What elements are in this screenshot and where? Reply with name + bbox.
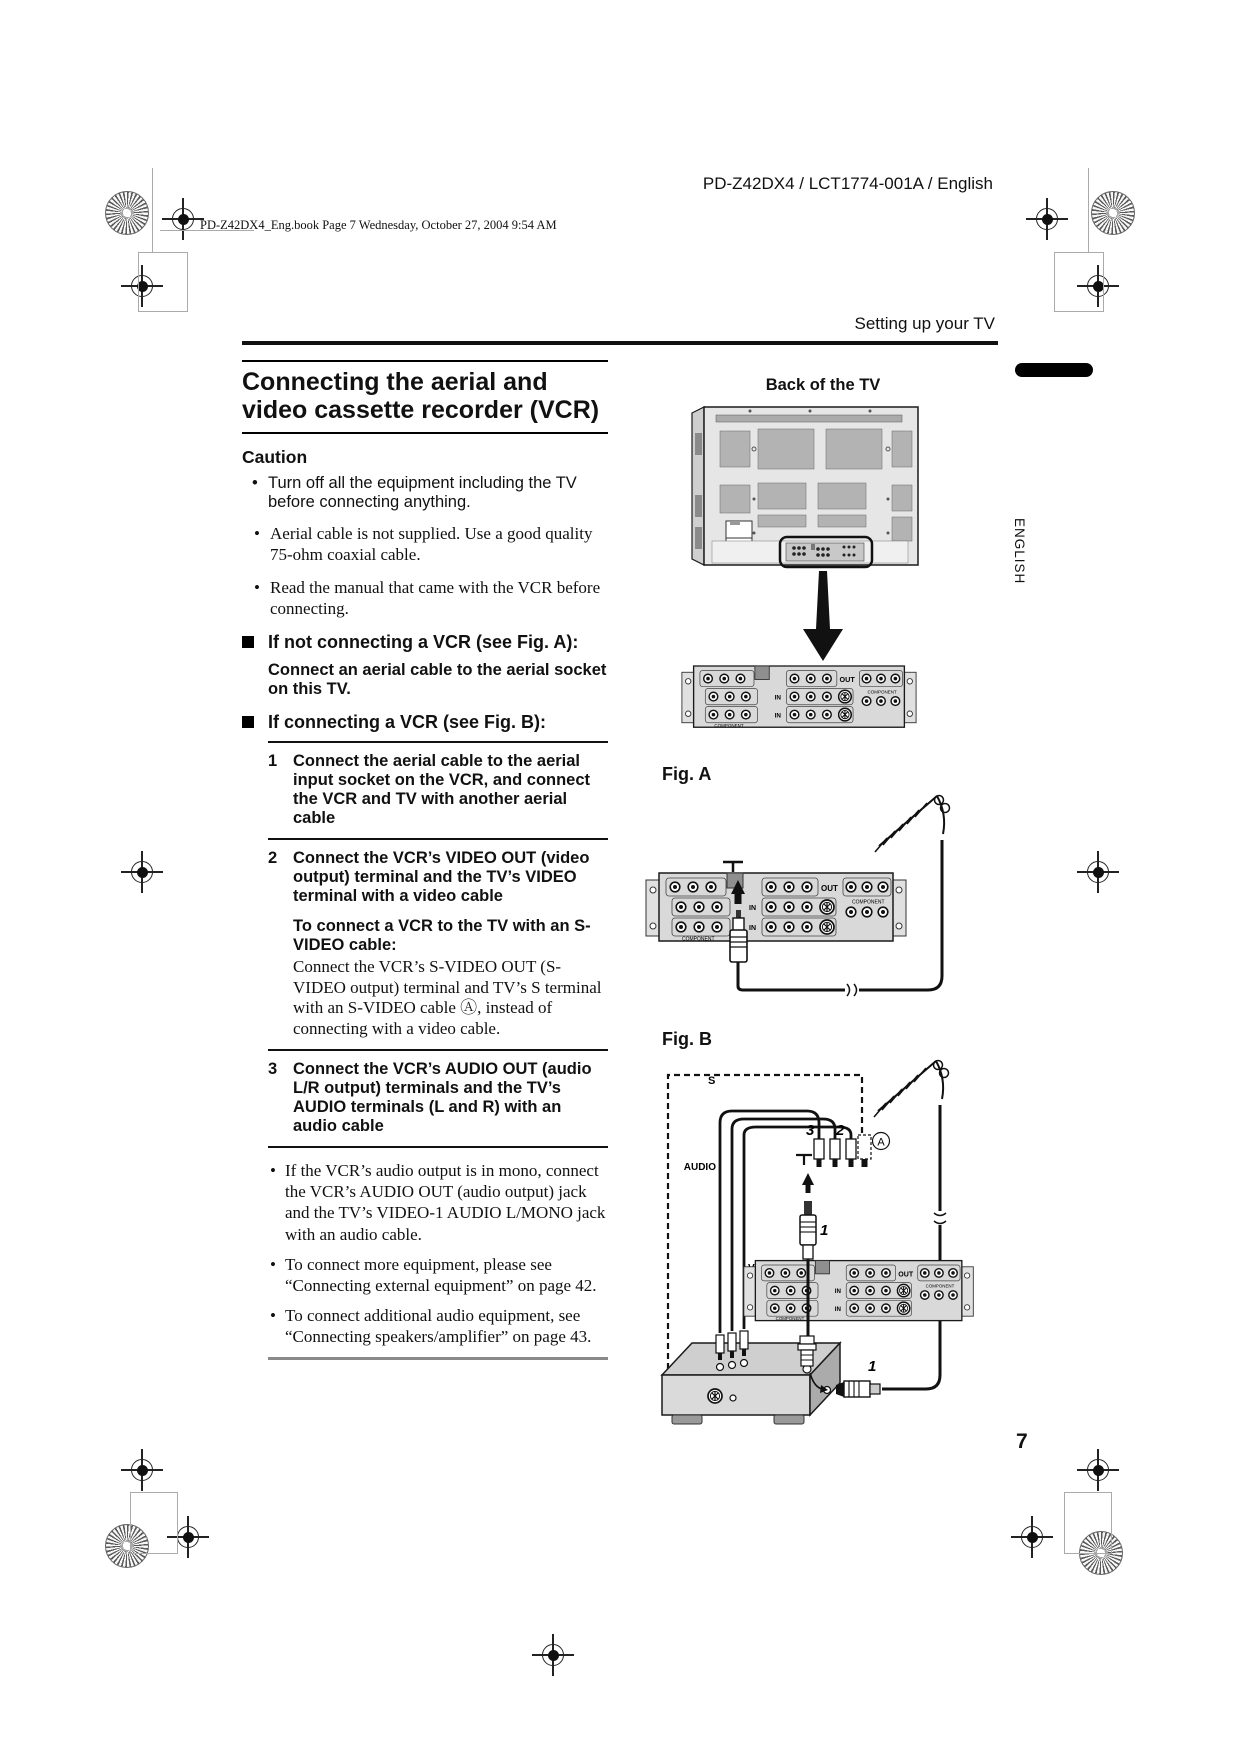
fig-a-label: Fig. A (662, 764, 712, 784)
caution-note-text: Aerial cable is not supplied. Use a good quality 75-ohm coaxial cable. (270, 524, 593, 564)
notes-list (268, 1160, 608, 1348)
registration-mark (1084, 1456, 1112, 1484)
cable-break-icon (934, 1213, 946, 1224)
bullet-icon: • (252, 474, 258, 492)
aerial-socket-marker (796, 1155, 812, 1165)
fig-b-label: Fig. B (662, 1029, 712, 1049)
aerial-plug (800, 1201, 816, 1259)
caution-bullet (242, 474, 608, 512)
aerial-socket-marker (723, 862, 743, 872)
rca-plug (814, 1139, 856, 1167)
rca-plug (716, 1331, 748, 1360)
tv-rear-illustration (690, 403, 922, 571)
down-arrow-icon (797, 571, 849, 663)
step-row (268, 1049, 608, 1146)
registration-mark (169, 205, 197, 233)
registration-mark (1091, 191, 1135, 235)
print-info: PD-Z42DX4_Eng.book Page 7 Wednesday, October 27, 2004 9:54 AM (200, 218, 557, 232)
plug-1-label: 1 (820, 1222, 829, 1239)
aerial-antenna-icon (874, 1061, 949, 1118)
caution-note-text: Read the manual that came with the VCR before connecting. (270, 578, 601, 618)
registration-frame (152, 168, 153, 252)
document-id: PD-Z42DX4 / LCT1774-001A / English (702, 174, 993, 193)
step-text: Connect the aerial cable to the aerial input socket on the VCR, and connect the VCR and TV with another aerial cable (293, 752, 591, 827)
step-number: 3 (268, 1060, 278, 1078)
step-row (268, 741, 608, 838)
bullet-icon: • (254, 524, 260, 543)
s-video-plug-dashed (858, 1135, 871, 1167)
note-item (268, 1160, 608, 1245)
s-cable-label: S (708, 1075, 716, 1087)
header-rule (242, 341, 998, 345)
aerial-plug (730, 910, 747, 962)
registration-mark (539, 1641, 567, 1669)
registration-frame (130, 1492, 178, 1554)
bullet-icon: • (270, 1254, 276, 1274)
no-vcr-body: Connect an aerial cable to the aerial socket on this TV. (268, 661, 607, 698)
main-text-column (242, 360, 608, 1360)
step-number: 1 (268, 752, 278, 770)
aerial-cable (882, 1105, 940, 1389)
article-title-block (242, 360, 608, 434)
caution-heading: Caution (242, 447, 308, 467)
page-number: 7 (1016, 1430, 1028, 1453)
page-title: Connecting the aerial and video cassette recorder (VCR) (242, 368, 600, 424)
fig-b-illustration (640, 1053, 980, 1425)
registration-mark (1084, 858, 1112, 886)
plug-3-label: 3 (806, 1122, 815, 1139)
bullet-icon: • (254, 578, 260, 597)
insert-arrow-icon (802, 1173, 814, 1193)
registration-mark (128, 858, 156, 886)
registration-mark (1018, 1523, 1046, 1551)
bullet-icon: • (270, 1161, 276, 1180)
note-item (268, 1305, 608, 1347)
registration-frame (1054, 252, 1104, 312)
section-header: Setting up your TV (854, 314, 995, 333)
note-item (268, 1254, 608, 1296)
tv-connector-panel (681, 665, 917, 730)
registration-frame (1088, 168, 1089, 252)
registration-frame (138, 252, 188, 312)
svideo-heading: To connect a VCR to the TV with an S-VIDEO cable: (293, 917, 591, 954)
vcr-heading: If connecting a VCR (see Fig. B): (242, 712, 608, 733)
vcr-in-label: 1 (868, 1358, 877, 1375)
caution-note (242, 577, 608, 619)
registration-mark (105, 191, 149, 235)
svideo-body: Connect the VCR’s S-VIDEO OUT (S-VIDEO output) terminal and TV’s S terminal with an S-VIDEO cable Ⓐ, instead of connecting with a video cable. (293, 957, 602, 1038)
square-marker-icon (242, 716, 254, 728)
registration-mark (128, 1456, 156, 1484)
circle-a-label: A (877, 1136, 885, 1149)
back-of-tv-label: Back of the TV (765, 376, 881, 394)
note-text: To connect additional audio equipment, see “Connecting speakers/amplifier” on page 43. (285, 1306, 592, 1347)
aerial-connector (798, 1336, 816, 1366)
column-end-rule (268, 1357, 608, 1360)
step-list (268, 741, 608, 1148)
bullet-icon: • (270, 1306, 276, 1326)
plug-2-label: 2 (836, 1122, 845, 1139)
step-number: 2 (268, 849, 278, 867)
fig-a-illustration (645, 788, 977, 1003)
audio-cable-label: AUDIO (683, 1162, 716, 1173)
cable-break-icon (847, 984, 857, 996)
note-text: To connect more equipment, please see “Connecting external equipment” on page 42. (285, 1254, 597, 1296)
step-text: Connect the VCR’s AUDIO OUT (audio L/R output) terminals and the TV’s AUDIO terminals (L and R) with an audio cable (293, 1060, 592, 1135)
step-row (268, 838, 608, 1049)
note-text: If the VCR’s audio output is in mono, connect the VCR’s AUDIO OUT (audio output) jack and the TV’s VIDEO-1 AUDIO L/MONO jack with an audio cable. (285, 1161, 606, 1244)
chapter-tab (1015, 363, 1093, 377)
rf-plug (836, 1381, 880, 1397)
step-text: Connect the VCR’s VIDEO OUT (video output) terminal and the TV’s VIDEO terminal with a video cable (293, 849, 590, 905)
registration-mark (174, 1523, 202, 1551)
registration-frame (1064, 1492, 1112, 1554)
registration-mark (1033, 205, 1061, 233)
aerial-antenna-icon (875, 796, 950, 853)
caution-note (242, 523, 608, 565)
language-label: ENGLISH (1012, 518, 1027, 585)
caution-text: Turn off all the equipment including the TV before connecting anything. (268, 474, 577, 511)
s-video-jack-icon (708, 1389, 722, 1403)
no-vcr-heading: If not connecting a VCR (see Fig. A): (242, 632, 608, 653)
square-marker-icon (242, 636, 254, 648)
